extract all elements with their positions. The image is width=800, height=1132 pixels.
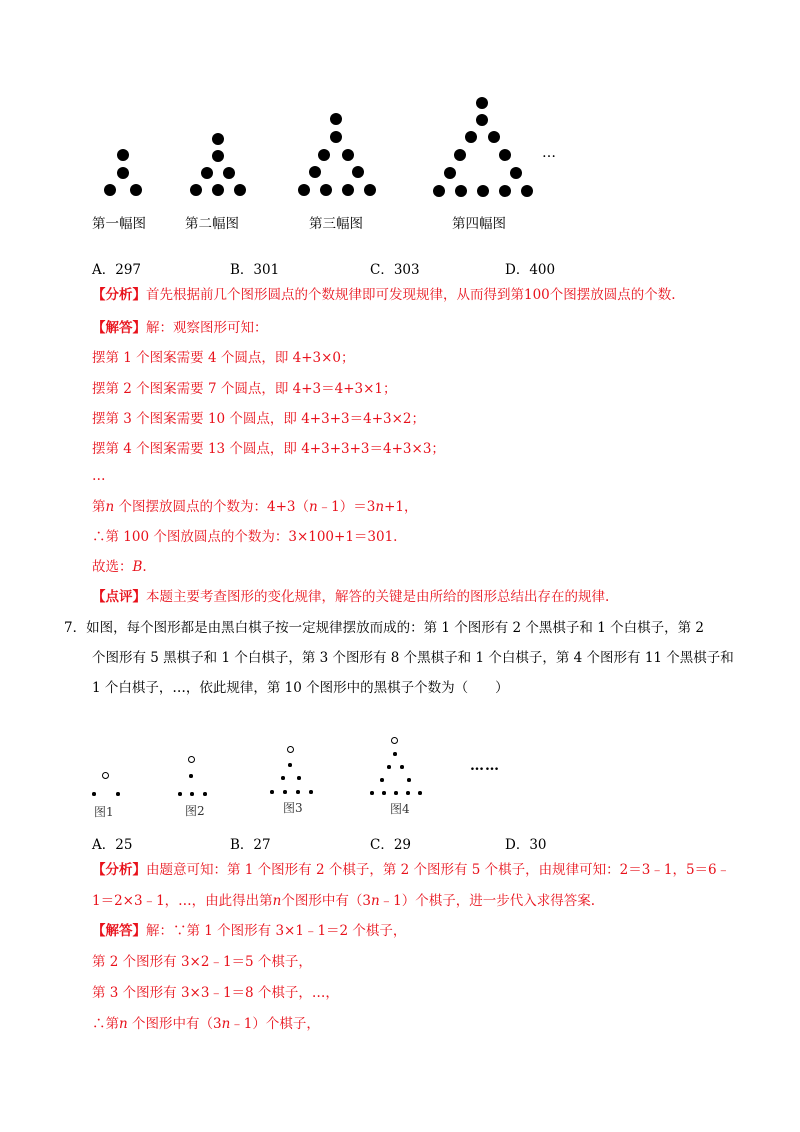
pattern-dot	[433, 185, 445, 197]
figure-ellipsis: …	[542, 145, 556, 161]
pattern-dot	[364, 184, 376, 196]
choice-line	[92, 557, 147, 577]
pattern-dot	[454, 149, 466, 161]
pattern-dot	[190, 184, 202, 196]
text-segment: +1，	[384, 499, 418, 515]
figure-caption: 第二幅图	[185, 216, 239, 232]
solution-line: 第 2 个图形有 3×2﹣1＝5 个棋子，	[92, 954, 312, 970]
text-segment: 故选：	[92, 559, 133, 575]
figure-caption: 第一幅图	[92, 216, 146, 232]
black-piece	[297, 776, 301, 780]
black-piece	[190, 792, 194, 796]
text-segment: .	[142, 559, 147, 575]
answer-text: 解：∵第 1 个图形有 3×1﹣1＝2 个棋子，	[146, 923, 407, 939]
question-stem-line: 个图形有 5 黑棋子和 1 个白棋子，第 3 个图形有 8 个黑棋子和 1 个白棋子，第 4 个图形有 11 个黑棋子和	[92, 650, 734, 666]
solution-line: 摆第 4 个图案需要 13 个圆点，即 4+3+3+3＝4+3×3；	[92, 441, 445, 457]
black-piece	[283, 790, 287, 794]
black-piece	[288, 763, 292, 767]
pattern-dot	[488, 131, 500, 143]
black-piece	[380, 778, 384, 782]
general-formula-line	[92, 497, 417, 517]
pattern-dot	[521, 185, 533, 197]
pattern-dot	[117, 167, 129, 179]
black-piece	[92, 792, 96, 796]
pattern-dot	[201, 167, 213, 179]
figure-caption: 图4	[390, 802, 410, 816]
solution-line	[92, 1014, 320, 1034]
analysis-paragraph	[92, 285, 676, 305]
figure-caption: 第四幅图	[452, 216, 506, 232]
black-piece	[309, 790, 313, 794]
comment-text: 本题主要考查图形的变化规律，解答的关键是由所给的图形总结出存在的规律.	[146, 589, 610, 605]
figure-caption: 图1	[94, 805, 114, 819]
pattern-dot	[212, 133, 224, 145]
white-piece	[102, 772, 109, 779]
question-stem-line: 1 个白棋子，…，依此规律，第 10 个图形中的黑棋子个数为（ ）	[92, 680, 509, 696]
answer-intro: 解：观察图形可知：	[146, 320, 268, 336]
pattern-dot	[320, 184, 332, 196]
text-segment: 第	[92, 499, 106, 515]
black-piece	[281, 776, 285, 780]
question-stem-line: 7．如图，每个图形都是由黑白棋子按一定规律摆放而成的：第 1 个图形有 2 个黑棋子和 1 个白棋子，第 2	[64, 620, 704, 636]
pattern-dot	[476, 114, 488, 126]
text-segment: 个图形中有（3	[127, 1016, 222, 1032]
black-piece	[400, 765, 404, 769]
solution-line: 第 3 个图形有 3×3﹣1＝8 个棋子，…，	[92, 985, 339, 1001]
pattern-dot	[352, 166, 364, 178]
pattern-dot	[330, 131, 342, 143]
black-piece	[203, 792, 207, 796]
pattern-dot	[477, 185, 489, 197]
white-piece	[188, 756, 195, 763]
figure-caption: 第三幅图	[309, 216, 363, 232]
pattern-dot	[465, 131, 477, 143]
black-piece	[382, 791, 386, 795]
text-segment: ﹣1）个棋子，进一步代入求得答案.	[379, 893, 596, 909]
option-c: C．29	[370, 837, 412, 853]
solution-line: 摆第 1 个图案需要 4 个圆点，即 4+3×0；	[92, 350, 355, 366]
pattern-dot	[455, 185, 467, 197]
white-piece	[391, 737, 398, 744]
pattern-dot	[117, 149, 129, 161]
choice-letter: B	[132, 559, 143, 575]
pattern-dot	[212, 184, 224, 196]
black-piece	[406, 791, 410, 795]
answer-tag: 【解答】	[92, 320, 146, 336]
analysis-tag: 【分析】	[92, 287, 146, 303]
text-segment: 1＝2×3﹣1，…，由此得出第	[92, 893, 273, 909]
pattern-dot	[212, 150, 224, 162]
text-segment: 个图摆放圆点的个数为：4+3（	[114, 499, 309, 515]
pattern-dot	[330, 113, 342, 125]
text-segment: ﹣1）＝3	[317, 499, 376, 515]
variable-n: n	[119, 1016, 128, 1032]
figure-caption: 图3	[283, 801, 303, 815]
pattern-dot	[223, 167, 235, 179]
pattern-dot	[342, 149, 354, 161]
text-segment: ﹣1）个棋子，	[230, 1016, 320, 1032]
pattern-dot	[234, 184, 246, 196]
pattern-dot	[318, 149, 330, 161]
variable-n: n	[221, 1016, 231, 1032]
pattern-dot	[342, 184, 354, 196]
pattern-dot	[499, 185, 511, 197]
option-d: D．400	[505, 262, 556, 278]
black-piece	[407, 778, 411, 782]
pattern-dot	[309, 166, 321, 178]
pattern-dot	[476, 97, 488, 109]
analysis-paragraph	[92, 860, 730, 880]
black-piece	[418, 791, 422, 795]
text-segment: ∴第	[92, 1016, 119, 1032]
option-a: A．25	[92, 837, 133, 853]
variable-n: n	[370, 893, 380, 909]
analysis-continuation	[92, 891, 595, 911]
analysis-tag: 【分析】	[92, 862, 146, 878]
analysis-text: 首先根据前几个图形圆点的个数规律即可发现规律，从而得到第100个图摆放圆点的个数.	[146, 287, 676, 303]
solution-line: …	[92, 468, 106, 484]
black-piece	[296, 790, 300, 794]
black-piece	[178, 792, 182, 796]
variable-n: n	[272, 893, 282, 909]
black-piece	[393, 752, 397, 756]
answer-header	[92, 318, 268, 338]
variable-n: n	[375, 499, 385, 515]
figure-caption: 图2	[185, 804, 205, 818]
answer-tag: 【解答】	[92, 923, 146, 939]
comment-tag: 【点评】	[92, 589, 146, 605]
black-piece	[394, 791, 398, 795]
variable-n: n	[308, 499, 318, 515]
figure-ellipsis: ……	[470, 758, 500, 774]
solution-line: 摆第 3 个图案需要 10 个圆点，即 4+3+3＝4+3×2；	[92, 411, 426, 427]
pattern-dot	[298, 184, 310, 196]
variable-n: n	[105, 499, 115, 515]
option-b: B．301	[230, 262, 280, 278]
pattern-dot	[510, 167, 522, 179]
black-piece	[116, 792, 120, 796]
option-a: A．297	[92, 262, 142, 278]
solution-line: 摆第 2 个图案需要 7 个圆点，即 4+3＝4+3×1；	[92, 381, 397, 397]
option-c: C．303	[370, 262, 420, 278]
text-segment: 个图形中有（3	[281, 893, 371, 909]
black-piece	[370, 791, 374, 795]
comment-paragraph	[92, 587, 609, 607]
pattern-dot	[499, 149, 511, 161]
white-piece	[287, 746, 294, 753]
black-piece	[387, 765, 391, 769]
result-line: ∴第 100 个图放圆点的个数为：3×100+1＝301.	[92, 529, 398, 545]
option-d: D．30	[505, 837, 547, 853]
pattern-dot	[130, 184, 142, 196]
black-piece	[270, 790, 274, 794]
black-piece	[189, 774, 193, 778]
pattern-dot	[104, 184, 116, 196]
option-b: B．27	[230, 837, 271, 853]
analysis-text: 由题意可知：第 1 个图形有 2 个棋子，第 2 个图形有 5 个棋子，由规律可知：2＝3﹣1，5＝6﹣	[146, 862, 731, 878]
answer-header	[92, 921, 406, 941]
pattern-dot	[444, 167, 456, 179]
